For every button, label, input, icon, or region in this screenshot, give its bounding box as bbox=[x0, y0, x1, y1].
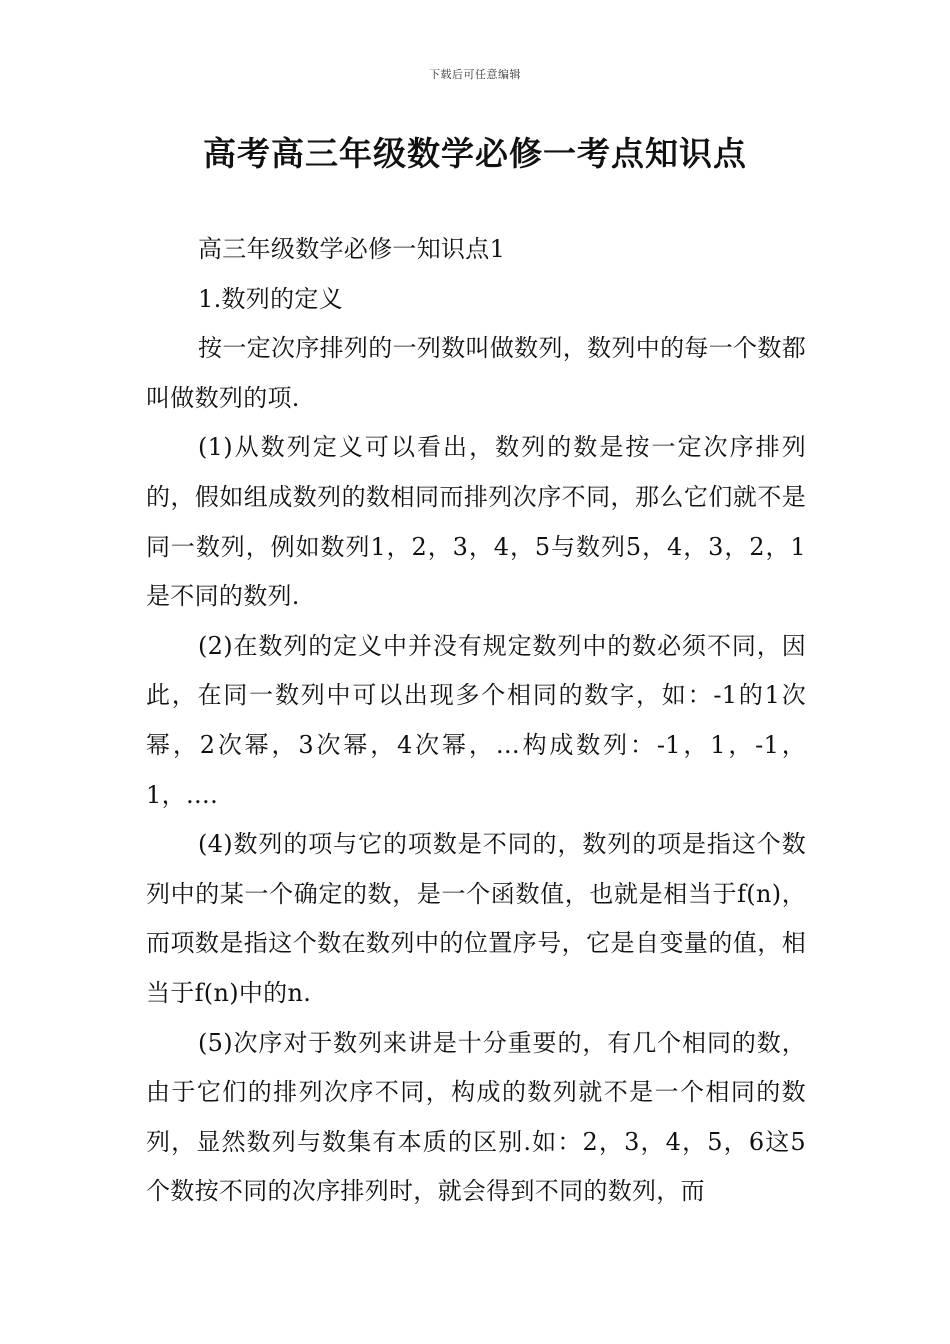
document-body bbox=[146, 225, 806, 1217]
body-paragraph: (2)在数列的定义中并没有规定数列中的数必须不同，因此，在同一数列中可以出现多个相同的数字，如：-1的1次幂，2次幂，3次幂，4次幂，…构成数列：-1，1，-1，1，…. bbox=[146, 631, 806, 809]
header-note: 下载后可任意编辑 bbox=[429, 68, 521, 81]
body-paragraph: (4)数列的项与它的项数是不同的，数列的项是指这个数列中的某一个确定的数，是一个函数值，也就是相当于f(n)，而项数是指这个数在数列中的位置序号，它是自变量的值，相当于f(n)中的n. bbox=[146, 830, 806, 1007]
section-heading: 高三年级数学必修一知识点1 bbox=[198, 235, 506, 263]
body-paragraph: (1)从数列定义可以看出，数列的数是按一定次序排列的，假如组成数列的数相同而排列次序不同，那么它们就不是同一数列，例如数列1，2，3，4，5与数列5，4，3，2，1是不同的数列. bbox=[146, 433, 806, 611]
body-paragraph: (5)次序对于数列来讲是十分重要的，有几个相同的数，由于它们的排列次序不同，构成的数列就不是一个相同的数列，显然数列与数集有本质的区别.如：2，3，4，5，6这5个数按不同的次序排列时，就会得到不同的数列，而 bbox=[146, 1028, 806, 1206]
document-title: 高考高三年级数学必修一考点知识点 bbox=[203, 134, 747, 173]
body-paragraph: 按一定次序排列的一列数叫做数列，数列中的每一个数都叫做数列的项. bbox=[146, 334, 806, 412]
subsection-heading: 1.数列的定义 bbox=[198, 284, 343, 313]
